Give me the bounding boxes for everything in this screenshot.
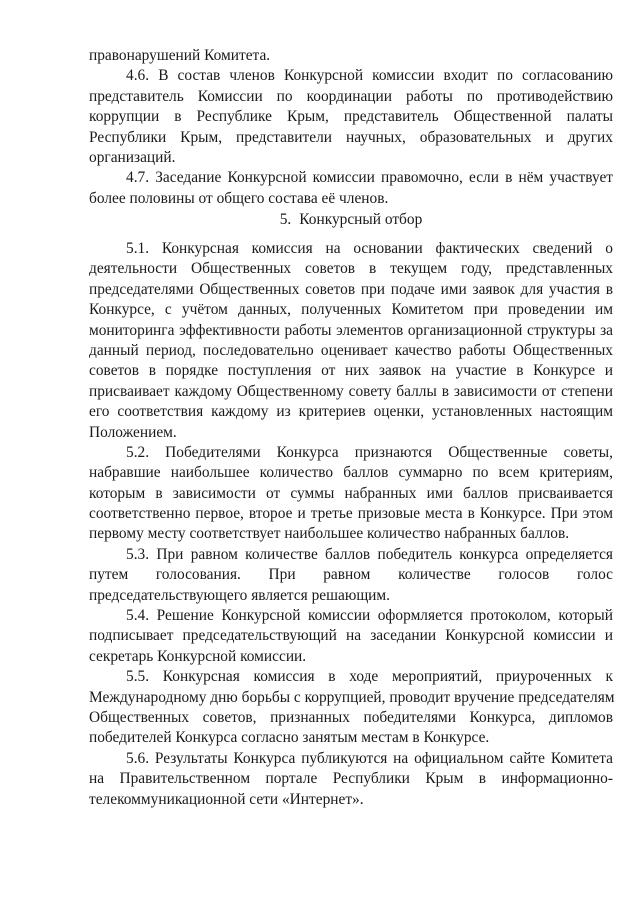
paragraph-line: 4.7. Заседание Конкурсной комиссии правомочно, если в нём участвует (126, 169, 613, 187)
section-heading (89, 210, 613, 230)
paragraph-line: первому месту соответствует наибольшее количество набранных баллов. (89, 525, 570, 543)
paragraph-p-5-4 (89, 606, 613, 667)
paragraph-line: более половины от общего состава её членов. (89, 189, 389, 207)
paragraph-line: которым в зависимости от суммы набранных ими баллов присваивается (89, 484, 613, 502)
paragraph-p-4-7 (89, 168, 613, 209)
paragraph-line: советов в порядке поступления от них заявок на участие в Конкурсе и (89, 362, 613, 380)
paragraph-line: соответственно первое, второе и третье призовые места в Конкурсе. При этом (89, 505, 613, 523)
paragraph-p-5-2 (89, 443, 613, 545)
paragraph-line: 5.3. При равном количестве баллов победитель конкурса определяется (126, 545, 613, 563)
paragraph-line: Республики Крым, представители научных, образовательных и других (89, 128, 613, 146)
section-heading-number: 5. (279, 211, 292, 228)
paragraph-line: подписывает председательствующий на заседании Конкурсной комиссии и (89, 627, 613, 645)
paragraph-p-5-5 (89, 667, 613, 749)
paragraph-line: путем голосования. При равном количестве голосов голос (89, 566, 613, 584)
paragraph-line: телекоммуникационной сети «Интернет». (89, 790, 364, 808)
paragraph-p-4-6 (89, 66, 613, 168)
paragraph-line: набравшие наибольшее количество баллов суммарно по всем критериям, (89, 464, 613, 482)
paragraph-line: присваивает каждому Общественному совету баллы в зависимости от степени (89, 382, 613, 400)
paragraph-line: секретарь Конкурсной комиссии. (89, 647, 307, 665)
paragraph-line: Международному дню борьбы с коррупцией, проводит вручение председателям (89, 688, 615, 706)
paragraph-line: 4.6. В состав членов Конкурсной комиссии входит по согласованию (126, 67, 613, 85)
paragraph-line: Конкурсе, с учётом данных, полученных Комитетом при проведении им (89, 301, 613, 319)
paragraph-line: 5.5. Конкурсная комиссия в ходе мероприятий, приуроченных к (126, 668, 613, 686)
paragraph-line: председателями Общественных советов при подаче ими заявок для участия в (89, 280, 613, 298)
paragraph-line: победителей Конкурса согласно занятым местам в Конкурсе. (89, 729, 490, 747)
paragraph-line: деятельности Общественных советов в текущем году, представленных (89, 260, 613, 278)
paragraph-line: 5.1. Конкурсная комиссия на основании фактических сведений о (126, 240, 613, 257)
paragraph-line: Положением. (89, 423, 177, 441)
paragraph-line: данный период, последовательно оценивает качество работы Общественных (89, 341, 613, 359)
regulation-section-4-end (89, 46, 613, 209)
paragraph-p-5-1 (89, 239, 613, 443)
paragraph-line: организаций. (89, 148, 176, 166)
paragraph-line: правонарушений Комитета. (89, 47, 271, 64)
paragraph-line: представитель Комиссии по координации работы по противодействию (89, 87, 613, 105)
paragraph-line: на Правительственном портале Республики Крым в информационно- (89, 770, 613, 788)
paragraph-p-5-6 (89, 749, 613, 810)
paragraph-line: его соответствия каждому из критериев оценки, установленных настоящим (89, 403, 613, 421)
regulation-section-5 (89, 239, 613, 810)
paragraph-line: 5.2. Победителями Конкурса признаются Общественные советы, (126, 443, 613, 461)
paragraph-line: 5.6. Результаты Конкурса публикуются на официальном сайте Комитета (126, 749, 613, 767)
paragraph-line: 5.4. Решение Конкурсной комиссии оформляется протоколом, который (126, 607, 613, 625)
section-heading-title: Конкурсный отбор (299, 211, 423, 228)
paragraph-line: мониторинга эффективности работы элементов организационной структуры за (89, 321, 613, 339)
paragraph-line: Общественных советов, признанных победителями Конкурса, дипломов (89, 708, 613, 726)
paragraph-p-5-3 (89, 545, 613, 606)
paragraph-line: коррупции в Республике Крым, представитель Общественной палаты (89, 108, 613, 126)
paragraph-continuation (89, 46, 613, 66)
paragraph-line: председательствующего является решающим. (89, 586, 390, 604)
